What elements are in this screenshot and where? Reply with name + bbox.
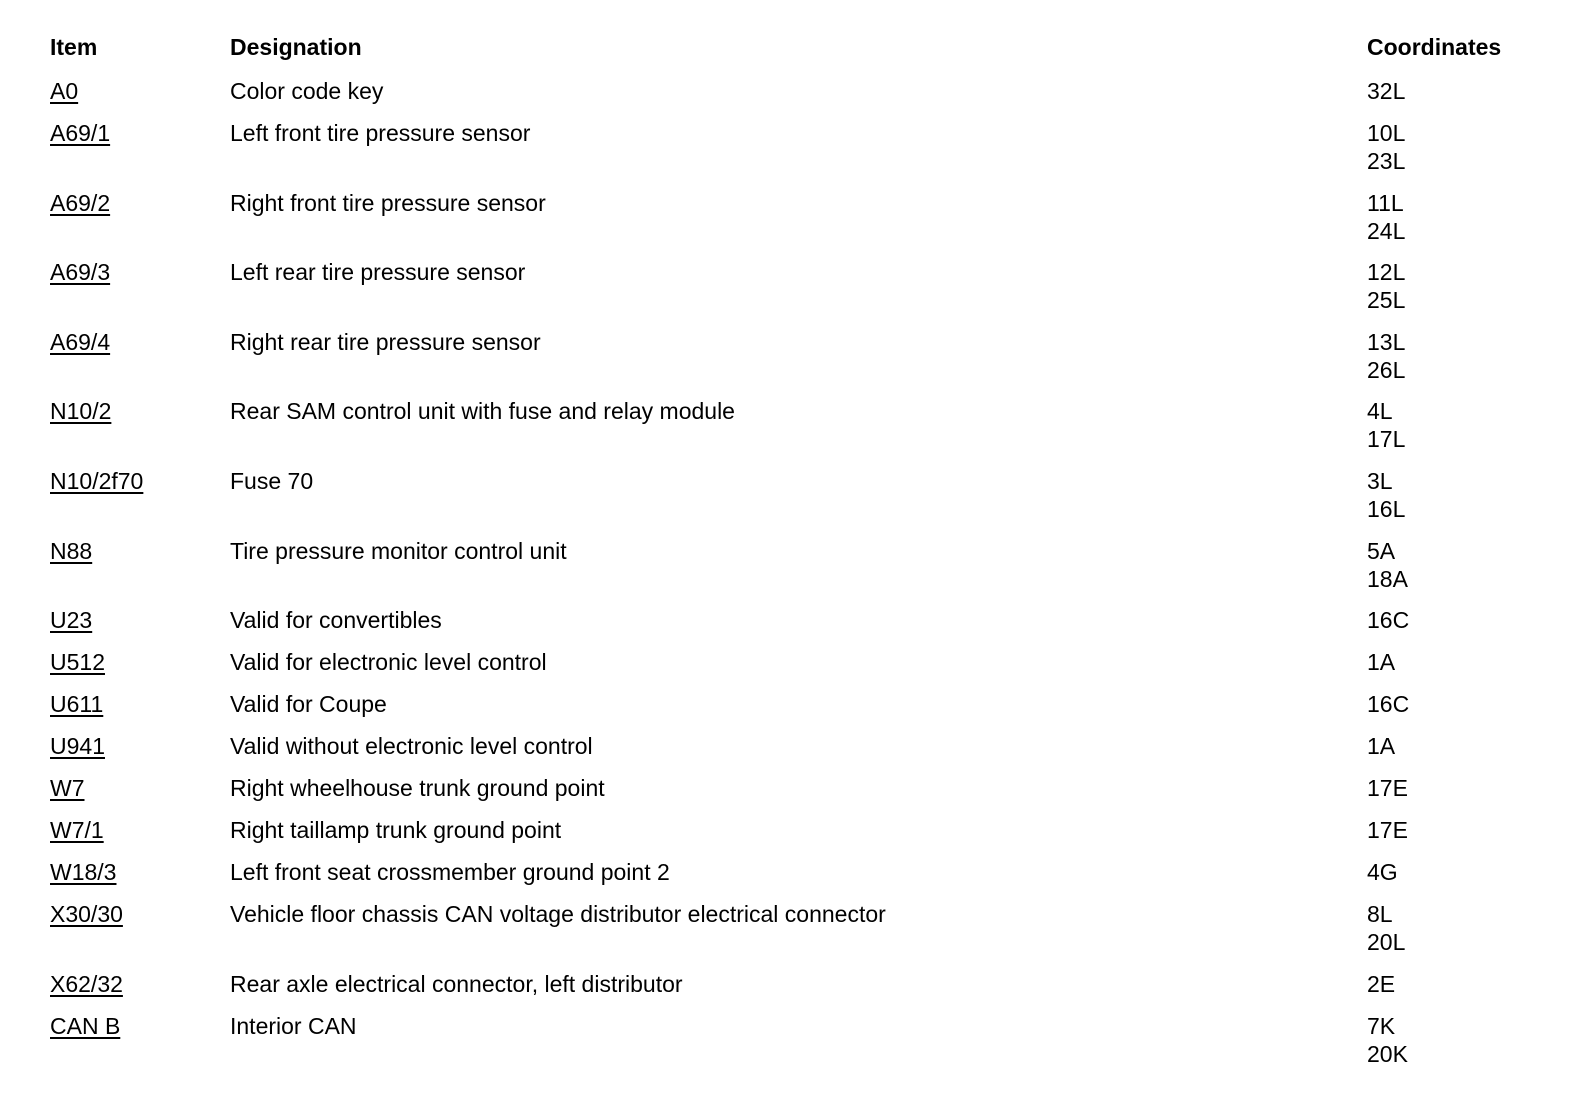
coordinates-cell <box>1367 648 1550 676</box>
coordinate-value: 4L <box>1367 398 1393 425</box>
coordinate-value: 23L <box>1367 148 1406 174</box>
coordinate-value: 1A <box>1367 649 1396 676</box>
item-cell <box>50 606 230 634</box>
item-cell <box>50 537 230 565</box>
coordinates-cell <box>1367 397 1550 453</box>
table-row <box>50 397 1550 467</box>
item-cell <box>50 900 230 928</box>
coordinates-cell <box>1367 732 1550 760</box>
coordinate-value: 17E <box>1367 775 1408 802</box>
item-cell <box>50 77 230 105</box>
coordinates-cell <box>1367 258 1550 314</box>
table-row <box>50 732 1550 774</box>
coordinate-value: 26L <box>1367 356 1406 383</box>
coordinate-value: 4G <box>1367 859 1398 886</box>
item-link[interactable]: N10/2f70 <box>50 467 144 494</box>
designation-cell: Tire pressure monitor control unit <box>230 537 567 564</box>
item-cell <box>50 774 230 802</box>
coordinate-value: 20K <box>1367 1040 1408 1067</box>
item-link[interactable]: CAN B <box>50 1012 121 1039</box>
item-link[interactable]: W7 <box>50 775 85 802</box>
coordinates-cell <box>1367 1012 1550 1068</box>
designation-cell: Right taillamp trunk ground point <box>230 817 562 844</box>
coordinate-value: 8L <box>1367 901 1393 928</box>
header-designation: Designation <box>230 34 362 60</box>
table-row <box>50 467 1550 537</box>
coordinate-value: 3L <box>1367 467 1393 494</box>
table-row <box>50 77 1550 119</box>
coordinates-cell <box>1367 774 1550 802</box>
item-link[interactable]: U941 <box>50 733 105 760</box>
designation-cell: Right rear tire pressure sensor <box>230 328 541 355</box>
item-link[interactable]: A69/1 <box>50 120 111 146</box>
coordinates-cell <box>1367 816 1550 844</box>
coordinate-value: 20L <box>1367 929 1406 956</box>
item-cell <box>50 397 230 425</box>
item-cell <box>50 119 230 147</box>
designation-cell: Valid for electronic level control <box>230 649 547 676</box>
table-row <box>50 119 1550 189</box>
coordinates-cell <box>1367 328 1550 384</box>
designation-cell: Valid for convertibles <box>230 607 442 634</box>
coordinate-value: 7K <box>1367 1012 1396 1039</box>
item-link[interactable]: N88 <box>50 537 93 564</box>
designation-cell: Rear axle electrical connector, left distributor <box>230 970 683 997</box>
table-row <box>50 900 1550 970</box>
item-link[interactable]: A0 <box>50 78 79 104</box>
table-row <box>50 1012 1550 1082</box>
coordinate-value: 13L <box>1367 328 1406 355</box>
table-row <box>50 690 1550 732</box>
coordinate-value: 1A <box>1367 733 1396 760</box>
coordinates-cell <box>1367 537 1550 593</box>
item-cell <box>50 189 230 217</box>
header-coordinates: Coordinates <box>1367 34 1502 60</box>
table-body <box>50 69 1550 1081</box>
item-link[interactable]: U512 <box>50 649 105 676</box>
item-link[interactable]: W7/1 <box>50 817 104 844</box>
table-row <box>50 816 1550 858</box>
coordinate-value: 24L <box>1367 217 1406 244</box>
coordinates-cell <box>1367 690 1550 718</box>
table-row <box>50 970 1550 1012</box>
table-row <box>50 774 1550 816</box>
table-row <box>50 648 1550 690</box>
coordinates-cell <box>1367 970 1550 998</box>
coordinate-value: 2E <box>1367 970 1396 997</box>
coordinate-value: 10L <box>1367 120 1406 146</box>
item-link[interactable]: W18/3 <box>50 859 117 886</box>
item-cell <box>50 690 230 718</box>
designation-cell: Left front seat crossmember ground point 2 <box>230 859 670 886</box>
designation-cell: Valid for Coupe <box>230 691 387 718</box>
designation-cell: Right front tire pressure sensor <box>230 189 546 216</box>
designation-cell: Rear SAM control unit with fuse and relay module <box>230 398 735 425</box>
item-link[interactable]: X62/32 <box>50 970 123 997</box>
coordinate-value: 18A <box>1367 565 1408 592</box>
table-row <box>50 258 1550 328</box>
coordinate-value: 16C <box>1367 607 1410 634</box>
coordinates-cell <box>1367 606 1550 634</box>
table-row <box>50 189 1550 259</box>
coordinates-cell <box>1367 858 1550 886</box>
designation-cell: Valid without electronic level control <box>230 733 593 760</box>
item-link[interactable]: N10/2 <box>50 398 112 425</box>
header-item: Item <box>50 34 98 60</box>
designation-cell: Interior CAN <box>230 1012 357 1039</box>
item-cell <box>50 467 230 495</box>
item-cell <box>50 970 230 998</box>
item-link[interactable]: A69/3 <box>50 259 111 286</box>
table-row <box>50 328 1550 398</box>
coordinates-cell <box>1367 189 1550 245</box>
item-cell <box>50 258 230 286</box>
item-link[interactable]: A69/2 <box>50 189 111 216</box>
item-cell <box>50 1012 230 1040</box>
item-link[interactable]: U611 <box>50 691 104 718</box>
designation-cell: Fuse 70 <box>230 467 314 494</box>
item-cell <box>50 648 230 676</box>
table-row <box>50 606 1550 648</box>
item-cell <box>50 732 230 760</box>
item-cell <box>50 328 230 356</box>
designation-cell: Left front tire pressure sensor <box>230 120 531 146</box>
coordinate-value: 25L <box>1367 287 1406 314</box>
table-row <box>50 537 1550 607</box>
designation-cell: Vehicle floor chassis CAN voltage distributor electrical connector <box>230 901 886 928</box>
coordinate-value: 12L <box>1367 259 1406 286</box>
coordinate-value: 5A <box>1367 537 1396 564</box>
item-link[interactable]: U23 <box>50 607 93 634</box>
item-cell <box>50 816 230 844</box>
item-link[interactable]: A69/4 <box>50 328 111 355</box>
coordinates-cell <box>1367 119 1550 175</box>
coordinate-value: 16C <box>1367 691 1410 718</box>
coordinates-cell <box>1367 77 1550 105</box>
table-header <box>50 33 1550 69</box>
designation-cell: Right wheelhouse trunk ground point <box>230 775 605 802</box>
coordinate-value: 16L <box>1367 495 1406 522</box>
item-link[interactable]: X30/30 <box>50 901 123 928</box>
item-cell <box>50 858 230 886</box>
coordinates-cell <box>1367 467 1550 523</box>
coordinate-value: 17E <box>1367 817 1408 844</box>
designation-cell: Left rear tire pressure sensor <box>230 259 526 286</box>
coordinates-cell <box>1367 900 1550 956</box>
coordinate-value: 17L <box>1367 426 1406 453</box>
legend-table <box>50 33 1550 1081</box>
table-row <box>50 858 1550 900</box>
coordinate-value: 32L <box>1367 78 1406 104</box>
coordinate-value: 11L <box>1367 189 1404 216</box>
designation-cell: Color code key <box>230 78 384 104</box>
